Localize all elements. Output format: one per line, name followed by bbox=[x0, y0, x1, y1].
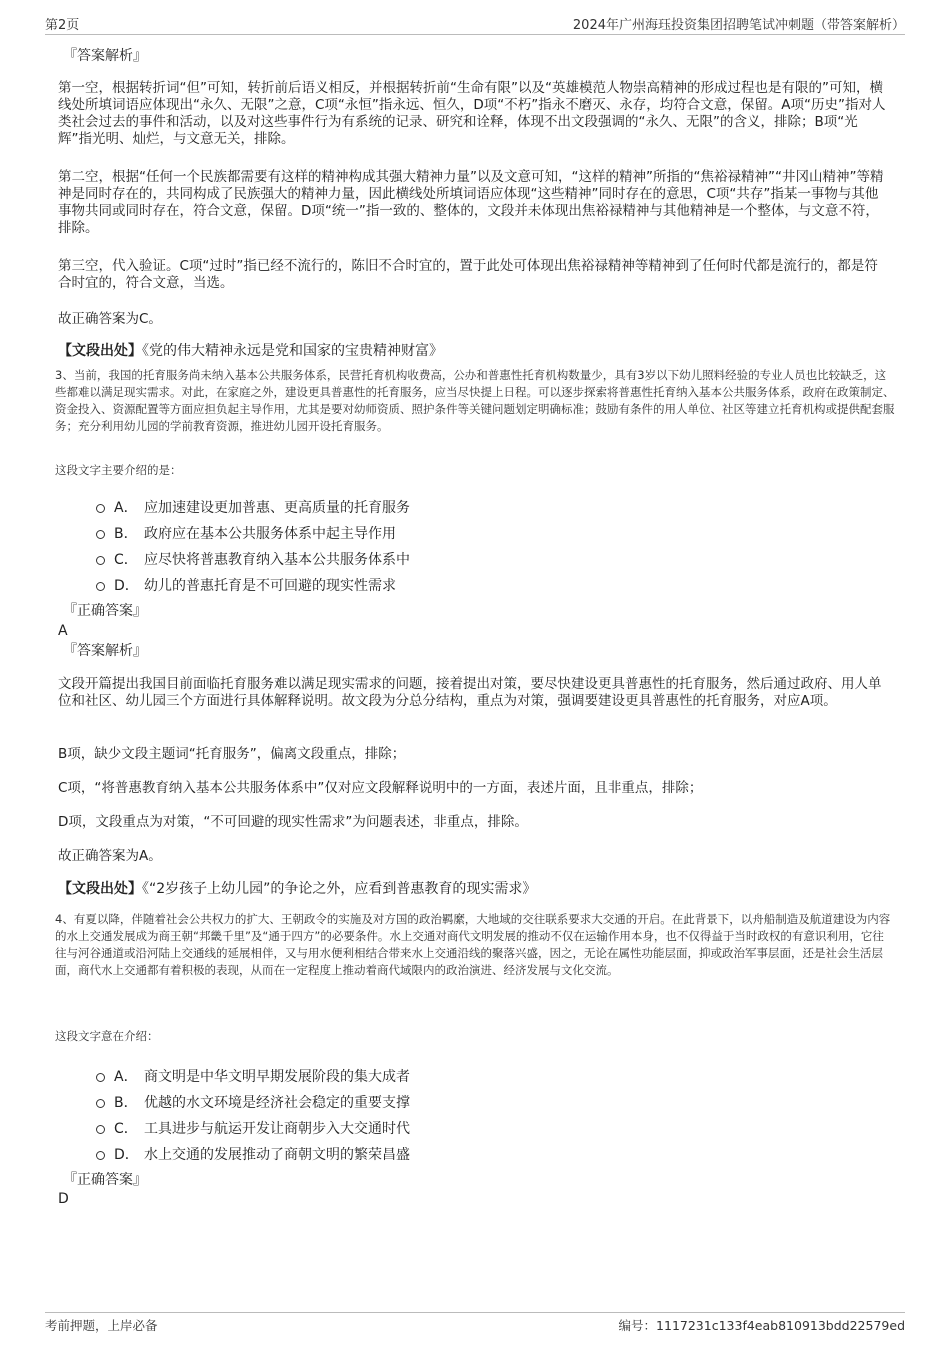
page-footer bbox=[45, 1312, 905, 1333]
q4-answer: D bbox=[58, 1191, 69, 1207]
source-title: 《“2岁孩子上幼儿园”的争论之外，应看到普惠教育的现实需求》 bbox=[142, 881, 537, 897]
source-label: 【文段出处】 bbox=[58, 343, 142, 359]
q3-option-b[interactable]: B． 政府应在基本公共服务体系中起主导作用 bbox=[96, 523, 396, 543]
q3-option-c[interactable]: C． 应尽快将普惠教育纳入基本公共服务体系中 bbox=[96, 549, 410, 569]
q4-option-b[interactable]: B． 优越的水文环境是经济社会稳定的重要支撑 bbox=[96, 1092, 410, 1112]
q4-option-c[interactable]: C． 工具进步与航运开发让商朝步入大交通时代 bbox=[96, 1118, 410, 1138]
page-header bbox=[45, 14, 905, 35]
q3-answer: A bbox=[58, 623, 68, 639]
radio-icon[interactable] bbox=[96, 1151, 105, 1160]
q3-stem: 3、当前，我国的托育服务尚未纳入基本公共服务体系，民营托育机构收费高，公办和普惠性托育机构数量少，具有3岁以下幼儿照料经验的专业人员也比较缺乏，这些都难以满足现实需求。对此，在家庭之外，建设更具普惠性的托育服务，应当尽快提上日程。可以逐步探索将普惠性托育纳入基本公共服务体系，政府在政策制定、资金投入、资源配置等方面应担负起主导作用，尤其是要对幼师资质、照护条件等关键问题划定明确标准；鼓励有条件的用人单位、社区等建立托育机构或提供配套服务；充分利用幼儿园的学前教育资源，推进幼儿园开设托育服务。 bbox=[55, 368, 895, 433]
q3-explain-p2: B项，缺少文段主题词“托育服务”，偏离文段重点，排除； bbox=[58, 746, 406, 762]
q3-option-a[interactable]: A． 应加速建设更加普惠、更高质量的托育服务 bbox=[96, 497, 410, 517]
q3-explain-p4: D项，文段重点为对策，“不可回避的现实性需求”为问题表述，非重点，排除。 bbox=[58, 814, 528, 830]
q3-explain-p1: 文段开篇提出我国目前面临托育服务难以满足现实需求的问题，接着提出对策，要尽快建设更具普惠性的托育服务，然后通过政府、用人单位和社区、幼儿园三个方面进行具体解释说明。故文段为分总分结构，重点为对策，强调要建设更具普惠性的托育服务，对应A项。 bbox=[58, 676, 882, 709]
q3-source bbox=[58, 881, 536, 898]
prev-explain-p3: 第三空，代入验证。C项“过时”指已经不流行的，陈旧不合时宜的，置于此处可体现出焦裕禄精神等精神到了任何时代都是流行的，都是符合时宜的，符合文意，当选。 bbox=[58, 258, 878, 291]
footer-slogan: 考前押题，上岸必备 bbox=[45, 1318, 158, 1333]
q4-question: 这段文字意在介绍： bbox=[55, 1029, 159, 1043]
q3-conclusion: 故正确答案为A。 bbox=[58, 848, 162, 864]
q4-option-d[interactable]: D． 水上交通的发展推动了商朝文明的繁荣昌盛 bbox=[96, 1144, 410, 1164]
radio-icon[interactable] bbox=[96, 556, 105, 565]
prev-conclusion: 故正确答案为C。 bbox=[58, 311, 162, 327]
source-title: 《党的伟大精神永远是党和国家的宝贵精神财富》 bbox=[142, 343, 443, 359]
radio-icon[interactable] bbox=[96, 1125, 105, 1134]
q3-question: 这段文字主要介绍的是： bbox=[55, 463, 182, 477]
q4-option-a[interactable]: A． 商文明是中华文明早期发展阶段的集大成者 bbox=[96, 1066, 410, 1086]
q3-option-d[interactable]: D． 幼儿的普惠托育是不可回避的现实性需求 bbox=[96, 575, 396, 595]
prev-explain-title: 『答案解析』 bbox=[63, 48, 147, 64]
radio-icon[interactable] bbox=[96, 582, 105, 591]
page-number: 第2页 bbox=[45, 18, 80, 33]
prev-explain-p2: 第二空，根据“任何一个民族都需要有这样的精神构成其强大精神力量”以及文意可知，“这样的精神”所指的“焦裕禄精神”“井冈山精神”等精神是同时存在的，共同构成了民族强大的精神力量，因此横线处所填词语应体现“这些精神”同时存在的意思，C项“共存”指某一事物与其他事物共同或同时存在，符合文意，保留。D项“统一”指一致的、整体的，文段并未体现出焦裕禄精神与其他精神是一个整体，与文意不符，排除。 bbox=[58, 169, 884, 236]
q4-answer-title: 『正确答案』 bbox=[63, 1172, 147, 1188]
source-label: 【文段出处】 bbox=[58, 881, 142, 897]
document-code: 编号：1117231c133f4eab810913bdd22579ed bbox=[618, 1318, 905, 1333]
prev-source bbox=[58, 343, 443, 360]
radio-icon[interactable] bbox=[96, 504, 105, 513]
q3-answer-title: 『正确答案』 bbox=[63, 603, 147, 619]
q4-stem: 4、有夏以降，伴随着社会公共权力的扩大、王朝政令的实施及对方国的政治羁縻，大地域的交往联系要求大交通的开启。在此背景下，以舟船制造及航道建设为内容的水上交通发展成为商王朝“邦畿千里”及“通于四方”的必要条件。水上交通对商代文明发展的推动不仅在运输作用本身，也不仅得益于当时政权的有意识利用，它往往与河谷通道或沿河陆上交通线的延展相伴，又与用水便利相结合带来水上交通沿线的聚落兴盛，因之，无论在属性功能层面，抑或政治军事层面，还是社会生活层面，商代水上交通都有着积极的表现，从而在一定程度上推动着商代域限内的政治演进、经济发展与文化交流。 bbox=[55, 912, 891, 977]
q3-explain-title: 『答案解析』 bbox=[63, 643, 147, 659]
radio-icon[interactable] bbox=[96, 530, 105, 539]
radio-icon[interactable] bbox=[96, 1073, 105, 1082]
q3-explain-p3: C项，“将普惠教育纳入基本公共服务体系中”仅对应文段解释说明中的一方面，表述片面，且非重点，排除； bbox=[58, 780, 703, 796]
radio-icon[interactable] bbox=[96, 1099, 105, 1108]
prev-explain-p1: 第一空，根据转折词“但”可知，转折前后语义相反，并根据转折前“生命有限”以及“英雄模范人物崇高精神的形成过程也是有限的”可知，横线处所填词语应体现出“永久、无限”之意，C项“永恒”指永远、恒久，D项“不朽”指永不磨灭、永存，均符合文意，保留。A项“历史”指对人类社会过去的事件和活动，以及对这些事件行为有系统的记录、研究和诠释，体现不出文段强调的“永久、无限”的含义，排除；B项“光辉”指光明、灿烂，与文意无关，排除。 bbox=[58, 80, 886, 147]
document-title: 2024年广州海珏投资集团招聘笔试冲刺题（带答案解析） bbox=[572, 18, 905, 33]
